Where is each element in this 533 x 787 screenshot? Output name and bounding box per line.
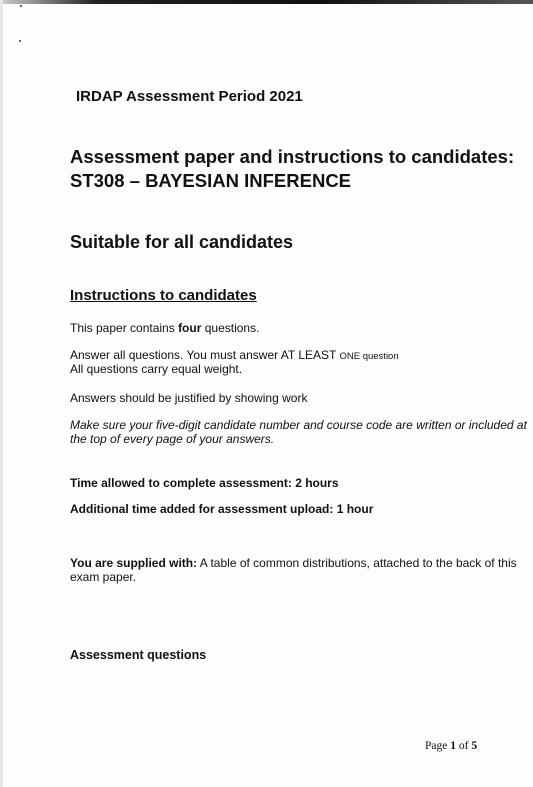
scan-edge-top — [0, 0, 533, 4]
scan-speck — [19, 40, 21, 42]
suitability-heading: Suitable for all candidates — [70, 232, 294, 252]
answer-all-prefix: Answer all questions. You must answer AT LEAST — [70, 348, 340, 362]
paper-title-line1: Assessment paper and instructions to candidates: — [70, 146, 515, 167]
candidate-number-line2: the top of every page of your answers. — [70, 432, 275, 446]
page-number — [425, 740, 477, 752]
page-total: 5 — [471, 740, 478, 752]
instructions-heading: Instructions to candidates — [70, 287, 257, 304]
questions-heading: Assessment questions — [70, 648, 207, 662]
justify-line: Answers should be justified by showing work — [70, 391, 308, 405]
answer-all-one: ONE question — [339, 351, 399, 362]
candidate-number-line1: Make sure your five-digit candidate number and course code are written or included at — [70, 418, 527, 432]
assessment-period: IRDAP Assessment Period 2021 — [76, 88, 303, 105]
equal-weight-line: All questions carry equal weight. — [70, 362, 243, 376]
question-count-suffix: questions. — [201, 321, 260, 335]
page-word: Page — [425, 740, 451, 752]
supplied-line2: exam paper. — [70, 570, 137, 584]
supplied-label: You are supplied with: — [70, 556, 198, 570]
question-count-line — [70, 321, 259, 336]
additional-time: Additional time added for assessment upload: 1 hour — [70, 502, 374, 516]
supplied-line1 — [70, 556, 517, 571]
page-current: 1 — [450, 740, 456, 752]
page-of: of — [455, 740, 472, 752]
question-count-number: four — [178, 321, 202, 335]
supplied-text: A table of common distributions, attached to the back of this — [197, 556, 517, 570]
paper-title-line2: ST308 – BAYESIAN INFERENCE — [70, 170, 352, 191]
scan-speck — [20, 5, 22, 7]
time-allowed: Time allowed to complete assessment: 2 hours — [70, 476, 339, 490]
paper-title — [70, 145, 514, 193]
question-count-prefix: This paper contains — [70, 321, 179, 335]
scan-edge-left — [0, 0, 3, 787]
